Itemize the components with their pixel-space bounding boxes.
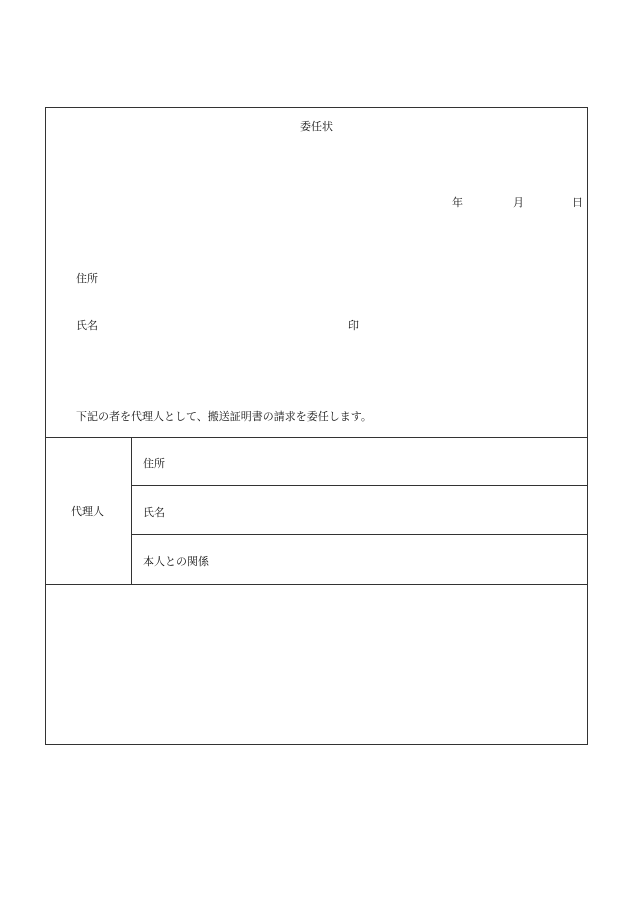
principal-address-label: 住所 (76, 272, 98, 285)
agent-address-row (132, 437, 587, 486)
agent-label-cell (46, 437, 132, 584)
principal-name-label: 氏名 (76, 319, 98, 332)
date-day-label: 日 (572, 196, 583, 209)
agent-address-label: 住所 (143, 457, 165, 470)
agent-name-row (132, 486, 587, 535)
agent-section (46, 437, 587, 585)
proxy-form (45, 107, 588, 745)
agent-relationship-label: 本人との関係 (143, 555, 209, 568)
date-month-label: 月 (513, 196, 524, 209)
blank-notes-area (46, 585, 587, 744)
delegation-statement: 下記の者を代理人として、搬送証明書の請求を委任します。 (76, 410, 372, 423)
principal-section (46, 108, 587, 438)
agent-relationship-row (132, 535, 587, 584)
agent-label: 代理人 (71, 505, 104, 518)
agent-name-label: 氏名 (143, 506, 165, 519)
seal-label: 印 (348, 319, 359, 332)
form-title: 委任状 (300, 120, 333, 133)
date-year-label: 年 (452, 196, 463, 209)
